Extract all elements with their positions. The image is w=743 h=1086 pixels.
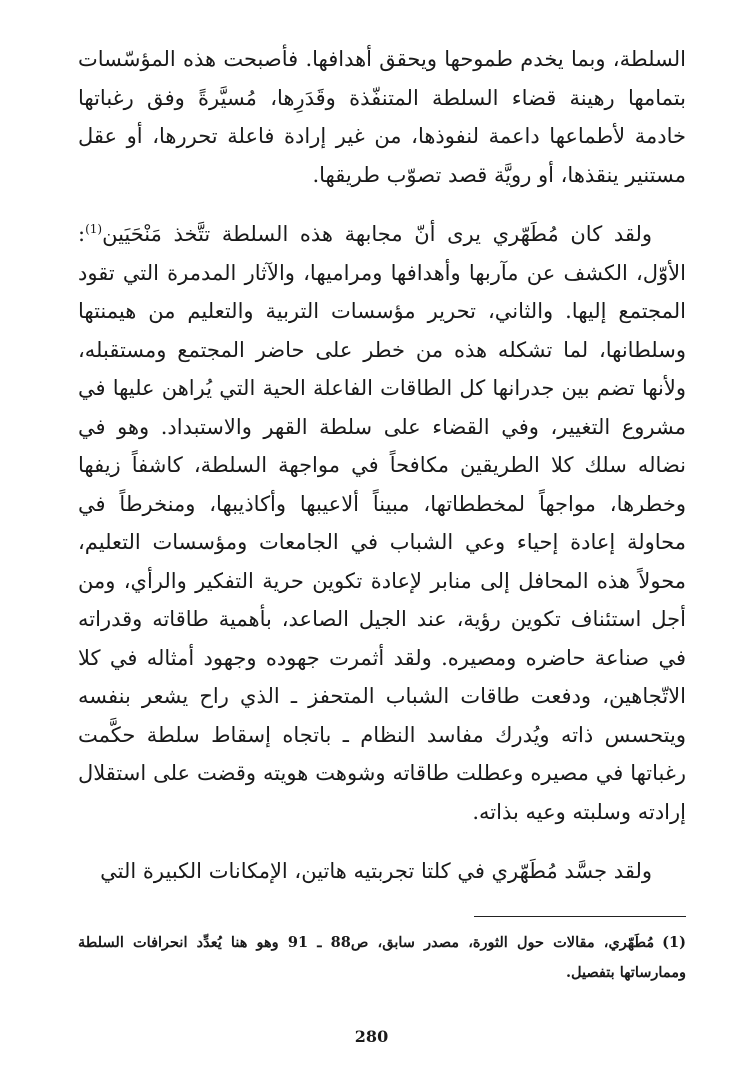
paragraph-1: السلطة، وبما يخدم طموحها ويحقق أهدافها. فأصبحت هذه المؤسّسات بتمامها رهينة قضاء السلطة المتنفّذة وقَدَرِها، مُسيَّرةً وفق رغباتها خادمة لأطماعها داعمة لنفوذها، من غير إرادة فاعلة تحررها، أو عقل مستنير ينقذها، أو رويَّة قصد تصوّب طريقها. bbox=[78, 47, 686, 187]
paragraph-spacer bbox=[78, 194, 686, 215]
paragraph-3: ولقد جسَّد مُطَهّري في كلتا تجربتيه هاتين، الإمكانات الكبيرة التي bbox=[100, 859, 652, 883]
paragraph-2-lead: ولقد كان مُطَهّري يرى أنّ مجابهة هذه السلطة تتَّخذ مَنْحَيَين bbox=[102, 222, 652, 246]
footnote bbox=[78, 928, 686, 988]
paragraph-spacer bbox=[78, 831, 686, 852]
footnote-reference[interactable]: (1) bbox=[85, 222, 103, 236]
paragraph-2-rest: : الأوّل، الكشف عن مآربها وأهدافها ومراميها، والآثار المدمرة التي تقود المجتمع إليها. والثاني، تحرير مؤسسات التربية والتعليم من هيمنتها وسلطانها، لما تشكله هذه من خطر على حاضر المجتمع ومستقبله، ولأنها تضم بين جدرانها كل الطاقات الفاعلة الحية التي يُراهن عليها في مشروع التغيير، وفي القضاء على سلطة القهر والاستبداد. وهو في نضاله سلك كلا الطريقين مكافحاً في مواجهة السلطة، كاشفاً زيفها وخطرها، مواجهاً لمخططاتها، مبيناً ألاعيبها وأكاذيبها، ومنخرطاً في محاولة إعادة إحياء وعي الشباب في الجامعات ومؤسسات التعليم، محولاً هذه المحافل إلى منابر لإعادة تكوين حرية التفكير والرأي، ومن أجل استئناف تكوين رؤية، عند الجيل الصاعد، بأهمية طاقاته وقدراته في صناعة حاضره ومصيره. ولقد أثمرت جهوده وجهود أمثاله في كلا الاتّجاهين، ودفعت طاقات الشباب المتحفز ـ الذي راح يشعر بنفسه ويتحسس ذاته ويُدرك مفاسد النظام ـ باتجاه إسقاط سلطة حكَّمت رغباتها في مصيره وعطلت طاقاته وشوهت هويته وقضت على استقلال إرادته وسلبته وعيه بذاته. bbox=[78, 222, 687, 824]
footnote-divider bbox=[474, 916, 686, 917]
page-body bbox=[78, 40, 686, 891]
footnote-marker: (1) bbox=[662, 934, 686, 951]
page-number: 280 bbox=[354, 1027, 389, 1046]
footnote-text: مُطَهّري، مقالات حول الثورة، مصدر سابق، ص88 ـ 91 وهو هنا يُعدِّد انحرافات السلطة وممارساتها بتفصيل. bbox=[78, 934, 686, 981]
paragraph-2 bbox=[78, 215, 686, 831]
